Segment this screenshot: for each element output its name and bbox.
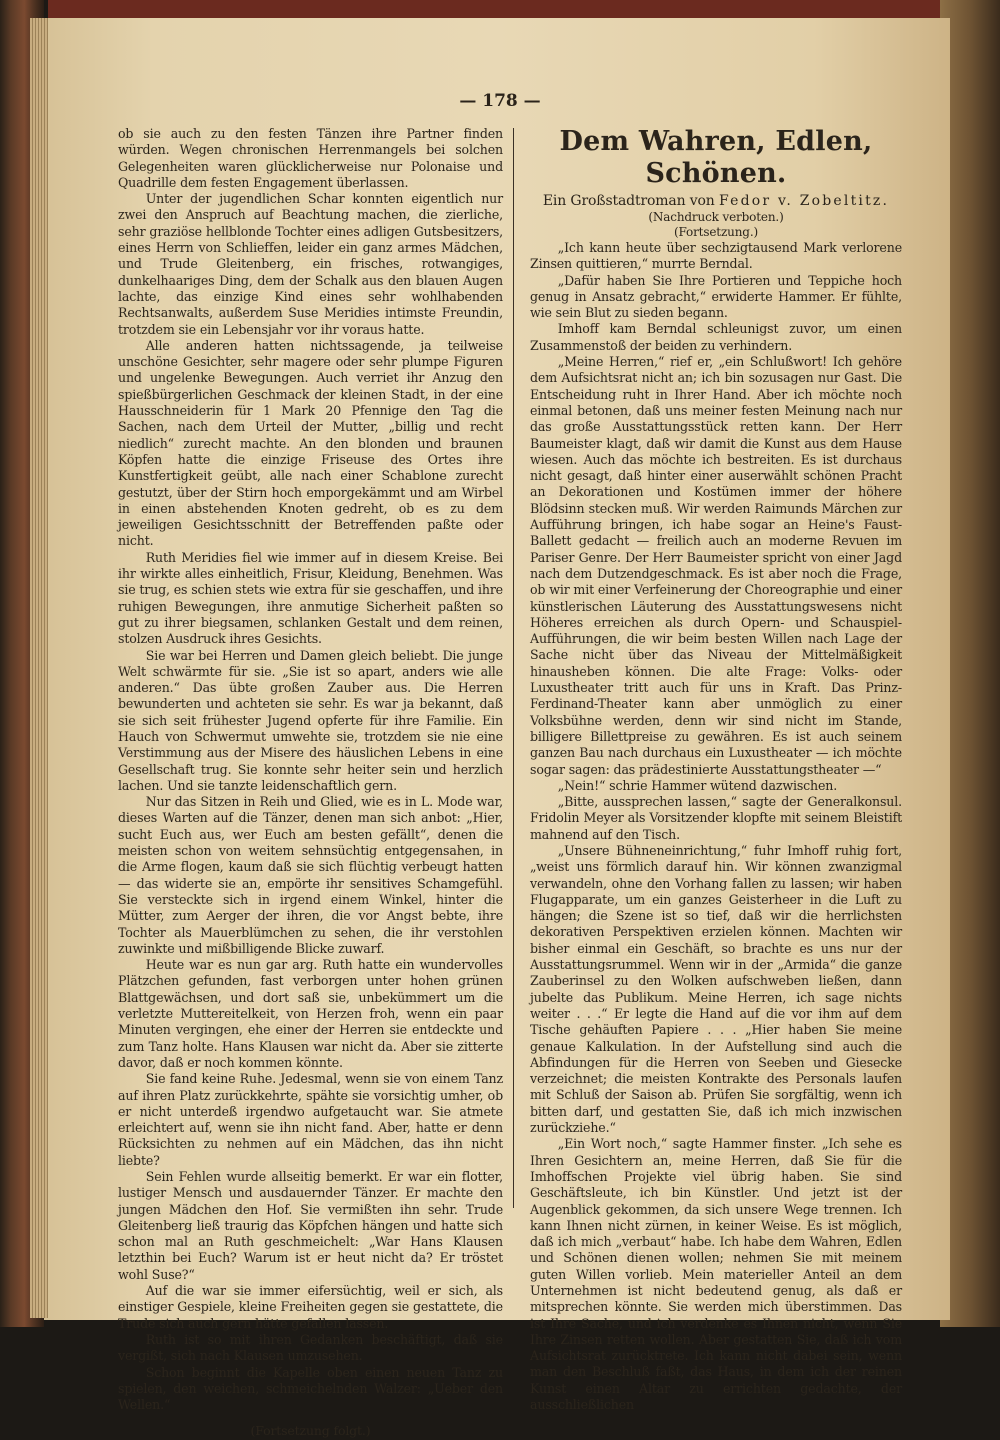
left-paragraph: Schon beginnt die Kapelle oben einen neuen Tanz zu spielen, den weichen, schmeichelnden Walzer: „Ueber den Wellen.“	[118, 1364, 503, 1413]
right-paragraph: „Nein!“ schrie Hammer wütend dazwischen.	[557, 777, 838, 793]
author-name: Fedor v. Zobeltitz.	[719, 193, 890, 209]
left-paragraph: Ruth Meridies fiel wie immer auf in diesem Kreise. Bei ihr wirkte alles einheitlich, Frisur, Kleidung, Benehmen. Was sie trug, es schien stets wie extra für sie geschaffen, und ihre ruhigen Bewegungen, ihre anmutige Sicherheit paßten so gut zu ihrer biegsamen, schlanken Gestalt und dem reinen, stolzen Ausdruck ihres Gesichts.	[118, 549, 503, 647]
right-paragraph: „Dafür haben Sie Ihre Portieren und Teppiche hoch genug in Ansatz gebracht,“ erwiderte Hammer. Er fühlte, wie sein Blut zu sieden begann.	[530, 272, 902, 321]
right-column	[530, 126, 902, 1413]
continuation-note: (Fortsetzung.)	[673, 225, 759, 239]
right-paragraph: „Ein Wort noch,“ sagte Hammer finster. „Ich sehe es Ihren Gesichtern an, meine Herren, daß Sie für die Imhoffschen Projekte viel übrig haben. Sie sind Geschäftsleute, ich bin Künstler. Und jetzt ist der Augenblick gekommen, da sich unsere Wege trennen. Ich kann Ihnen nicht zürnen, in keiner Weise. Es ist möglich, daß ich mich „verbaut“ habe. Ich habe dem Wahren, Edlen und Schönen dienen wollen; nehmen Sie mit meinem guten Willen vorlieb. Mein materieller Anteil an dem Unternehmen ist nicht bedeutend genug, als daß er mitsprechen könnte. Sie werden mich überstimmen. Das ist Ihre Sache, und ich verdenke es Ihnen nicht, wenn Sie Ihre Zinsen retten wollen. Aber gestatten Sie, daß ich vom Aufsichtsrat zurücktrete. Ich kann nicht dabei sein, wenn man den Beschluß faßt, das Haus, in dem ich der reinen Kunst einen Altar zu errichten gedachte, der ausschließlichen	[530, 1136, 902, 1413]
right-paragraph: „Unsere Bühneneinrichtung,“ fuhr Imhoff ruhig fort, „weist uns förmlich darauf hin. Wir können zwanzigmal verwandeln, ohne den Vorhang fallen zu lassen; wir haben Flugapparate, um ein ganzes Geisterheer in die Luft zu hängen; die Szene ist so tief, daß wir die herrlichsten dekorativen Perspektiven erzielen können. Machten wir bisher einmal ein Geschäft, so brachte es uns nur der Ausstattungsrummel. Wenn wir in der „Armida“ die ganze Zauberinsel zu den Wolken aufschweben ließen, dann jubelte das Publikum. Meine Herren, ich sage nichts weiter . . .“ Er legte die Hand auf die vor ihm auf dem Tische gehäuften Papiere . . . „Hier haben Sie meine genaue Kalkulation. In der Aufstellung sind auch die Abfindungen für die Herren von Seeben und Giesecke verzeichnet; die meisten Kontrakte des Personals laufen mit Schluß der Saison ab. Prüfen Sie sorgfältig, wenn ich bitten darf, und gestatten Sie, daß ich mich inzwischen zurückziehe.“	[530, 842, 902, 1136]
right-paragraph: „Ich kann heute über sechzigtausend Mark verlorene Zinsen quittieren,“ murrte Berndal.	[530, 240, 902, 272]
column-divider	[513, 128, 514, 1208]
left-paragraph: Alle anderen hatten nichtssagende, ja teilweise unschöne Gesichter, sehr magere oder sehr plumpe Figuren und ungelenke Bewegungen. Auch verriet ihr Anzug den spießbürgerlichen Geschmack der kleinen Stadt, in der eine Hausschneiderin für 1 Mark 20 Pfennige den Tag die Sachen, nach dem Urteil der Mutter, „billig und recht niedlich“ zurecht machte. An den blonden und braunen Köpfen hatte die einzige Friseuse des Ortes ihre Kunstfertigkeit geübt, alle nach einer Schablone zurecht gestutzt, über der Stirn hoch emporgekämmt und am Wirbel in einen abstehenden Knoten gedreht, ob es zu dem jeweiligen Gesichtsschnitt der Betreffenden paßte oder nicht.	[118, 337, 503, 549]
left-paragraph: Sie fand keine Ruhe. Jedesmal, wenn sie von einem Tanz auf ihren Platz zurückkehrte, spähte sie vorsichtig umher, ob er nicht unterdeß irgendwo aufgetaucht war. Sie atmete erleichtert auf, wenn sie ihn nicht fand. Aber, hatte er denn Rücksichten zu nehmen auf ein Mädchen, das ihn nicht liebte?	[118, 1071, 503, 1168]
page-stack-edge	[30, 18, 48, 1318]
subtitle-prefix: Ein Großstadtroman von	[542, 193, 715, 209]
left-paragraph: Sie war bei Herren und Damen gleich beliebt. Die junge Welt schwärmte für sie. „Sie ist so apart, anders wie alle anderen.“ Das übte großen Zauber aus. Die Herren bewunderten und achteten sie sehr. Es war ja bekannt, daß sie sich seit frühester Jugend opferte für ihre Familie. Ein Hauch von Schwermut umwehte sie, trotzdem sie nie eine Verstimmung aus der Misere des häuslichen Lebens in eine Gesellschaft trug. Sie konnte sehr heiter sein und herzlich lachen. Und sie tanzte leidenschaftlich gern.	[118, 647, 503, 793]
left-column	[118, 126, 503, 1440]
left-paragraph: Nur das Sitzen in Reih und Glied, wie es in L. Mode war, dieses Warten auf die Tänzer, denen man sich anbot: „Hier, sucht Euch aus, wer Euch am besten gefällt“, denen die meisten schon von weitem sehnsüchtig entgegensahen, in die Arme flogen, kaum daß sie sich flüchtig verbeugt hatten — das widerte sie an, empörte ihr sensitives Schamgefühl. Sie versteckte sich in irgend einem Winkel, hinter die Mütter, zum Aerger der ihren, die vor Angst bebte, ihre Tochter als Mauerblümchen zu sehen, die ihr verstohlen zuwinkte und mißbilligende Blicke zuwarf.	[118, 794, 503, 956]
serial-title: Dem Wahren, Edlen, Schönen.	[559, 126, 873, 189]
reprint-note: (Nachdruck verboten.)	[648, 210, 784, 224]
page-number: — 178 —	[459, 91, 541, 111]
right-paragraph: „Bitte, aussprechen lassen,“ sagte der Generalkonsul. Fridolin Meyer als Vorsitzender klopfte mit seinem Bleistift mahnend auf den Tisch.	[530, 794, 902, 842]
left-paragraph: ob sie auch zu den festen Tänzen ihre Partner finden würden. Wegen chronischen Herrenmangels bei solchen Gelegenheiten waren glücklicherweise nur Polonaise und Quadrille dem festen Engagement überlassen.	[118, 126, 503, 190]
left-paragraph: Unter der jugendlichen Schar konnten eigentlich nur zwei den Anspruch auf Beachtung machen, die zierliche, sehr graziöse hellblonde Tochter eines adligen Gutsbesitzers, eines Herrn von Schlieffen, leider ein ganz armes Mädchen, und Trude Gleitenberg, ein frisches, rotwangiges, dunkelhaariges Ding, dem der Schalk aus den blauen Augen lachte, das einzige Kind eines sehr wohlhabenden Rechtsanwalts, außerdem Suse Meridies intimste Freundin, trotzdem sie ein Lebensjahr vor ihr voraus hatte.	[118, 191, 503, 337]
left-paragraph: Ruth ist so mit ihren Gedanken beschäftigt, daß sie vergißt, sich nach Klausen umzusehen.	[118, 1331, 503, 1364]
serial-subtitle	[530, 192, 902, 210]
left-paragraph: Sein Fehlen wurde allseitig bemerkt. Er war ein flotter, lustiger Mensch und ausdauernder Tänzer. Er machte den jungen Mädchen den Hof. Sie vermißten ihn sehr. Trude Gleitenberg ließ traurig das Köpfchen hängen und hatte sich schon mal an Ruth geschmeichelt: „War Hans Klausen letzthin bei Euch? Warum ist er heut nicht da? Er tröstet wohl Suse?“	[118, 1169, 503, 1282]
left-paragraph: Auf die war sie immer eifersüchtig, weil er sich, als einstiger Gespiele, kleine Freiheiten gegen sie gestattete, die Trude sich auch gern hätte gefallen lassen.	[118, 1283, 503, 1331]
right-paragraph: „Meine Herren,“ rief er, „ein Schlußwort! Ich gehöre dem Aufsichtsrat nicht an; ich bin sozusagen nur Gast. Die Entscheidung ruht in Ihrer Hand. Aber ich möchte noch einmal betonen, daß uns meiner festen Meinung nach nur das große Ausstattungsstück retten kann. Der Herr Baumeister klagt, daß wir damit die Kunst aus dem Hause wiesen. Auch das möchte ich bestreiten. Es ist durchaus nicht gesagt, daß hinter einer auserwählt schönen Pracht an Dekorationen und Kostümen immer der höhere Blödsinn stecken muß. Wir werden Raimunds Märchen zur Aufführung bringen, ich habe sogar an Heine's Faust-Ballett gedacht — freilich auch an moderne Revuen im Pariser Genre. Der Herr Baumeister spricht von einer Jagd nach dem Dutzendgeschmack. Es ist aber noch die Frage, ob wir mit einer Verfeinerung der Choreographie und einer künstlerischen Läuterung des Ausstattungswesens nicht Höheres erreichen als durch Opern- und Schauspiel-Aufführungen, die wir beim besten Willen nach Lage der Sache nicht über das Niveau der Mittelmäßigkeit hinausheben können. Die alte Frage: Volks- oder Luxustheater tritt auch für uns in Kraft. Das Prinz-Ferdinand-Theater kann aber unmöglich zu einer Volksbühne werden, denn wir sind nicht im Stande, billigere Billettpreise zu gewähren. Es ist auch seinem ganzen Bau nach durchaus ein Luxustheater — ich möchte sogar sagen: das prädestinierte Ausstattungstheater —“	[530, 354, 902, 777]
right-paragraph: Imhoff kam Berndal schleunigst zuvor, um einen Zusammenstoß der beiden zu verhindern.	[530, 321, 902, 353]
continued-note: (Fortsetzung folgt.)	[250, 1423, 371, 1439]
left-paragraph: Heute war es nun gar arg. Ruth hatte ein wundervolles Plätzchen gefunden, fast verborgen unter hohen grünen Blattgewächsen, und dort saß sie, unbekümmert um die verletzte Muttereitelkeit, von Herzen froh, wenn ein paar Minuten vergingen, ehe einer der Herren sie entdeckte und zum Tanz holte. Hans Klausen war nicht da. Aber sie zitterte davor, daß er noch kommen könnte.	[118, 957, 503, 1070]
